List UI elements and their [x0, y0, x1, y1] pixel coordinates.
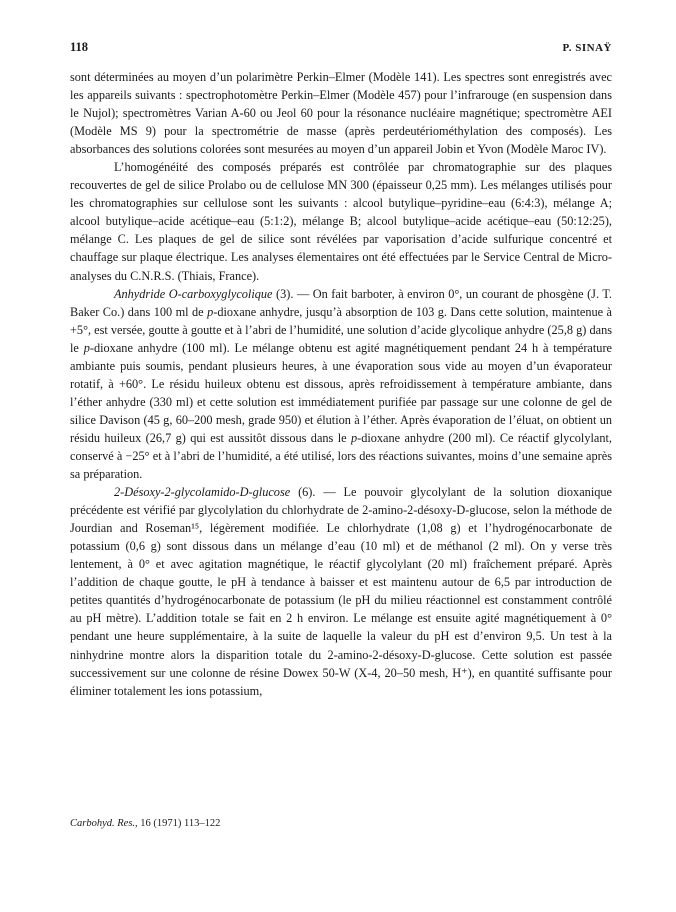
journal-name: Carbohyd. Res.,	[70, 818, 138, 829]
journal-footer	[70, 818, 220, 829]
text-run: L’homogénéité des composés préparés est contrôlée par chromatographie sur des plaques recouvertes de gel de silice Prolabo ou de cellulose MN 300 (épaisseur 0,25 mm). Les mélanges utilisés pour les chromatographies sur cellulose sont les suivants : alcool butylique–pyridine–eau (6:4:3), mélange A; alcool butylique–acide acétique–eau (5:1:2), mélange B; alcool butylique–acide acétique–eau (50:12:25), mélange C. Les plaques de gel de silice sont révélées par vaporisation d’acide sulfurique concentré et chauffage sur plaque électrique. Les analyses élementaires ont été effectuées par le Service Central de Micro-analyses du C.N.R.S. (Thiais, France).	[70, 160, 612, 283]
running-author: P. SINAŸ	[562, 42, 612, 54]
article-body	[70, 68, 612, 700]
italic-run: p	[207, 304, 214, 319]
paragraph	[70, 285, 612, 484]
paragraph	[70, 68, 612, 158]
page	[70, 40, 612, 700]
text-run: (6). — Le pouvoir glycolylant de la solution dioxanique précédente est vérifié par glycolylation du chlorhydrate de 2-amino-2-désoxy-D-glucose, selon la méthode de Jourdian and Roseman¹⁵, légèrement modifiée. Le chlorhydrate (1,08 g) et l’hydrogénocarbonate de potassium (0,6 g) sont dissous dans un mélange d’eau (10 ml) et de méthanol (2 ml). On y verse très lentement, à 0° et avec agitation magnétique, le réactif glycolylant (20 ml) fraîchement préparé. Après l’addition de chaque goutte, le pH à tendance à baisser et est maintenu autour de 6,5 par introduction de petites quantités d’hydrogénocarbonate de potassium (le pH du milieu réactionnel est constamment contrôlé au pH mètre). L’addition totale se fait en 2 h environ. Le mélange est ensuite agité magnétiquement à 0° pendant une heure supplémentaire, à la suite de laquelle la valeur du pH est d’environ 9,5. Un test à la ninhydrine montre alors la disparition totale du 2-amino-2-désoxy-D-glucose. Cette solution est passée successivement sur une colonne de résine Dowex 50-W (X-4, 20–50 mesh, H⁺), en quantité suffisante pour éliminer totalement les ions potassium,	[70, 485, 612, 698]
text-run: -dioxane anhydre (200 ml). Ce réactif glycolylant, conservé à −25° et à l’abri de l’humidité, a été utilisé, lors des réactions suivantes, moins d’une semaine après sa préparation.	[70, 430, 612, 482]
text-run: -dioxane anhydre, jusqu’à absorption de 103 g. Dans cette solution, maintenue à +5°, est versée, goutte à goutte et à l’abri de l’humidité, une solution d’acide glycolique anhydre (25,8 g) dans le	[70, 304, 612, 355]
text-run: -dioxane anhydre (100 ml). Le mélange obtenu est agité magnétiquement pendant 24 h à température ambiante puis soumis, pendant plusieurs heures, à une évaporation sous vide au moyen d’un évaporateur rotatif, à +60°. Le résidu huileux obtenu est dissous, après refroidissement à température ambiante, dans l’éther anhydre (330 ml) et cette solution est immédiatement purifiée par passage sur une colonne de gel de silice Davison (45 g, 60–200 mesh, grade 950) et élution à l’éther. Après évaporation de l’éluat, on obtient un résidu huileux (26,7 g) qui est aussitôt dissous dans le	[70, 340, 612, 445]
paragraph	[70, 158, 612, 284]
journal-citation: 16 (1971) 113–122	[137, 818, 221, 829]
italic-run: 2-Désoxy-2-glycolamido-D-glucose	[114, 485, 291, 500]
text-run: sont déterminées au moyen d’un polarimètre Perkin–Elmer (Modèle 141). Les spectres sont enregistrés avec les appareils suivants : spectrophotomètre Perkin–Elmer (Modèle 457) pour l’infrarouge (en suspension dans le Nujol); spectromètres Varian A-60 ou Jeol 60 pour la résonance nucléaire magnétique; spectromètre AEI (Modèle MS 9) pour la spectrométrie de masse (après perdeutériométhylation des composés). Les absorbances des solutions colorées sont mesurées au moyen d’un appareil Jobin et Yvon (Modèle Maroc IV).	[70, 70, 612, 157]
paragraph	[70, 483, 612, 700]
italic-run: p	[83, 340, 90, 355]
italic-run: p	[350, 430, 358, 445]
italic-run: Anhydride O-carboxyglycolique	[114, 286, 273, 301]
running-header	[70, 40, 612, 62]
page-number: 118	[70, 40, 89, 54]
text-run: (3). — On fait barboter, à environ 0°, un courant de phosgène (J. T. Baker Co.) dans 100 ml de	[70, 286, 612, 319]
